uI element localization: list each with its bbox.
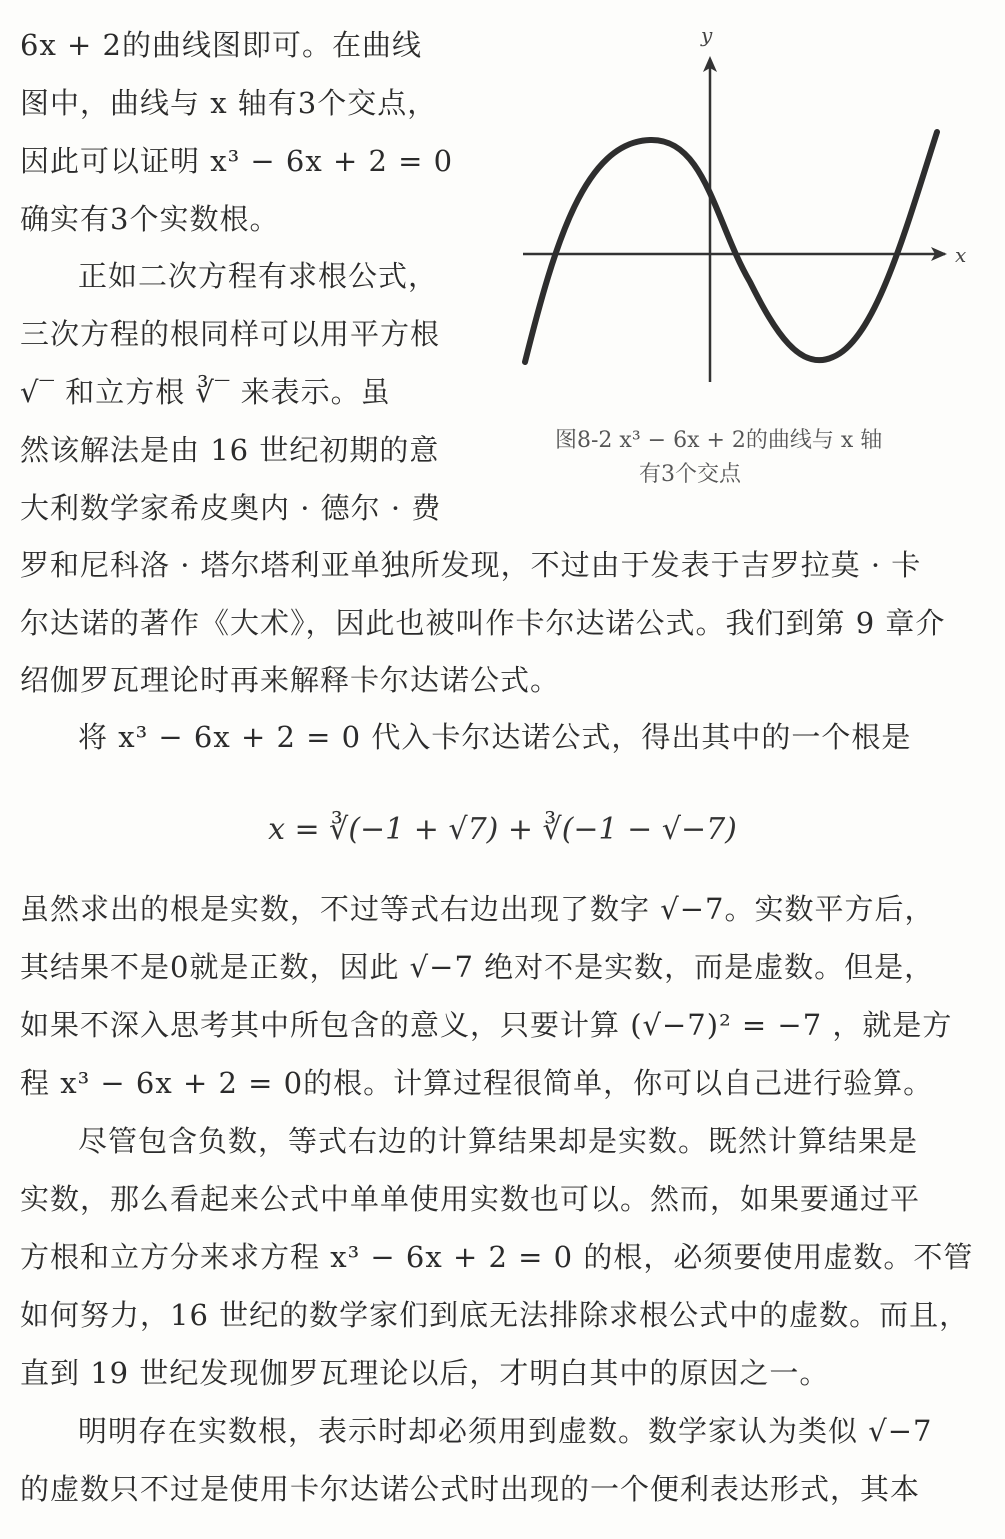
- text-line: 明明存在实数根，表示时却必须用到虚数。数学家认为类似 √−7: [78, 1414, 933, 1448]
- cubic-curve-figure: [515, 22, 975, 402]
- text-line: 直到 19 世纪发现伽罗瓦理论以后，才明白其中的原因之一。: [20, 1356, 830, 1390]
- text-line: 因此可以证明 x³ − 6x + 2 = 0: [20, 144, 454, 178]
- caption-line-2: 有3个交点: [639, 462, 741, 487]
- text-line: 正如二次方程有求根公式，: [78, 259, 439, 293]
- text-line: 如何努力，16 世纪的数学家们到底无法排除求根公式中的虚数。而且，: [20, 1298, 970, 1332]
- text-line: 然该解法是由 16 世纪初期的意: [20, 433, 440, 467]
- text-line: 如果不深入思考其中所包含的意义，只要计算 (√−7)² = −7 ，就是方: [20, 1008, 953, 1042]
- text-line: 方根和立方分来求方程 x³ − 6x + 2 = 0 的根，必须要使用虚数。不管: [20, 1240, 974, 1274]
- figure-caption: [555, 424, 975, 492]
- text-line: 虽然求出的根是实数，不过等式右边出现了数字 √−7。实数平方后，: [20, 892, 935, 926]
- text-line: 图中，曲线与 x 轴有3个交点，: [20, 86, 438, 120]
- text-line: 确实有3个实数根。: [20, 202, 280, 236]
- caption-line-1: 图8-2 x³ − 6x + 2的曲线与 x 轴: [555, 428, 883, 453]
- text-line: 尽管包含负数，等式右边的计算结果却是实数。既然计算结果是: [78, 1124, 919, 1158]
- text-line: 尔达诺的著作《大术》，因此也被叫作卡尔达诺公式。我们到第 9 章介: [20, 606, 946, 640]
- text-line: 6x + 2的曲线图即可。在曲线: [20, 28, 422, 62]
- x-axis-label: x: [955, 243, 967, 267]
- text-line: 罗和尼科洛 · 塔尔塔利亚单独所发现，不过由于发表于吉罗拉莫 · 卡: [20, 548, 922, 582]
- text-line: 将 x³ − 6x + 2 = 0 代入卡尔达诺公式，得出其中的一个根是: [78, 720, 912, 754]
- cubic-curve: [525, 132, 937, 362]
- text-line: 的虚数只不过是使用卡尔达诺公式时出现的一个便利表达形式，其本: [20, 1472, 921, 1506]
- y-axis-label: y: [701, 23, 713, 47]
- text-line: 其结果不是0就是正数，因此 √−7 绝对不是实数，而是虚数。但是，: [20, 950, 935, 984]
- text-line: √‾ 和立方根 ∛‾ 来表示。虽: [20, 375, 391, 409]
- text-line: 大利数学家希皮奥内 · 德尔 · 费: [20, 491, 442, 525]
- text-line: 实数，那么看起来公式中单单使用实数也可以。然而，如果要通过平: [20, 1182, 921, 1216]
- cardano-equation: x = ∛(−1 + √7) + ∛(−1 − √−7): [268, 812, 737, 847]
- text-line: 三次方程的根同样可以用平方根: [20, 317, 441, 351]
- text-line: 绍伽罗瓦理论时再来解释卡尔达诺公式。: [20, 663, 561, 697]
- text-line: 程 x³ − 6x + 2 = 0的根。计算过程很简单，你可以自己进行验算。: [20, 1066, 934, 1100]
